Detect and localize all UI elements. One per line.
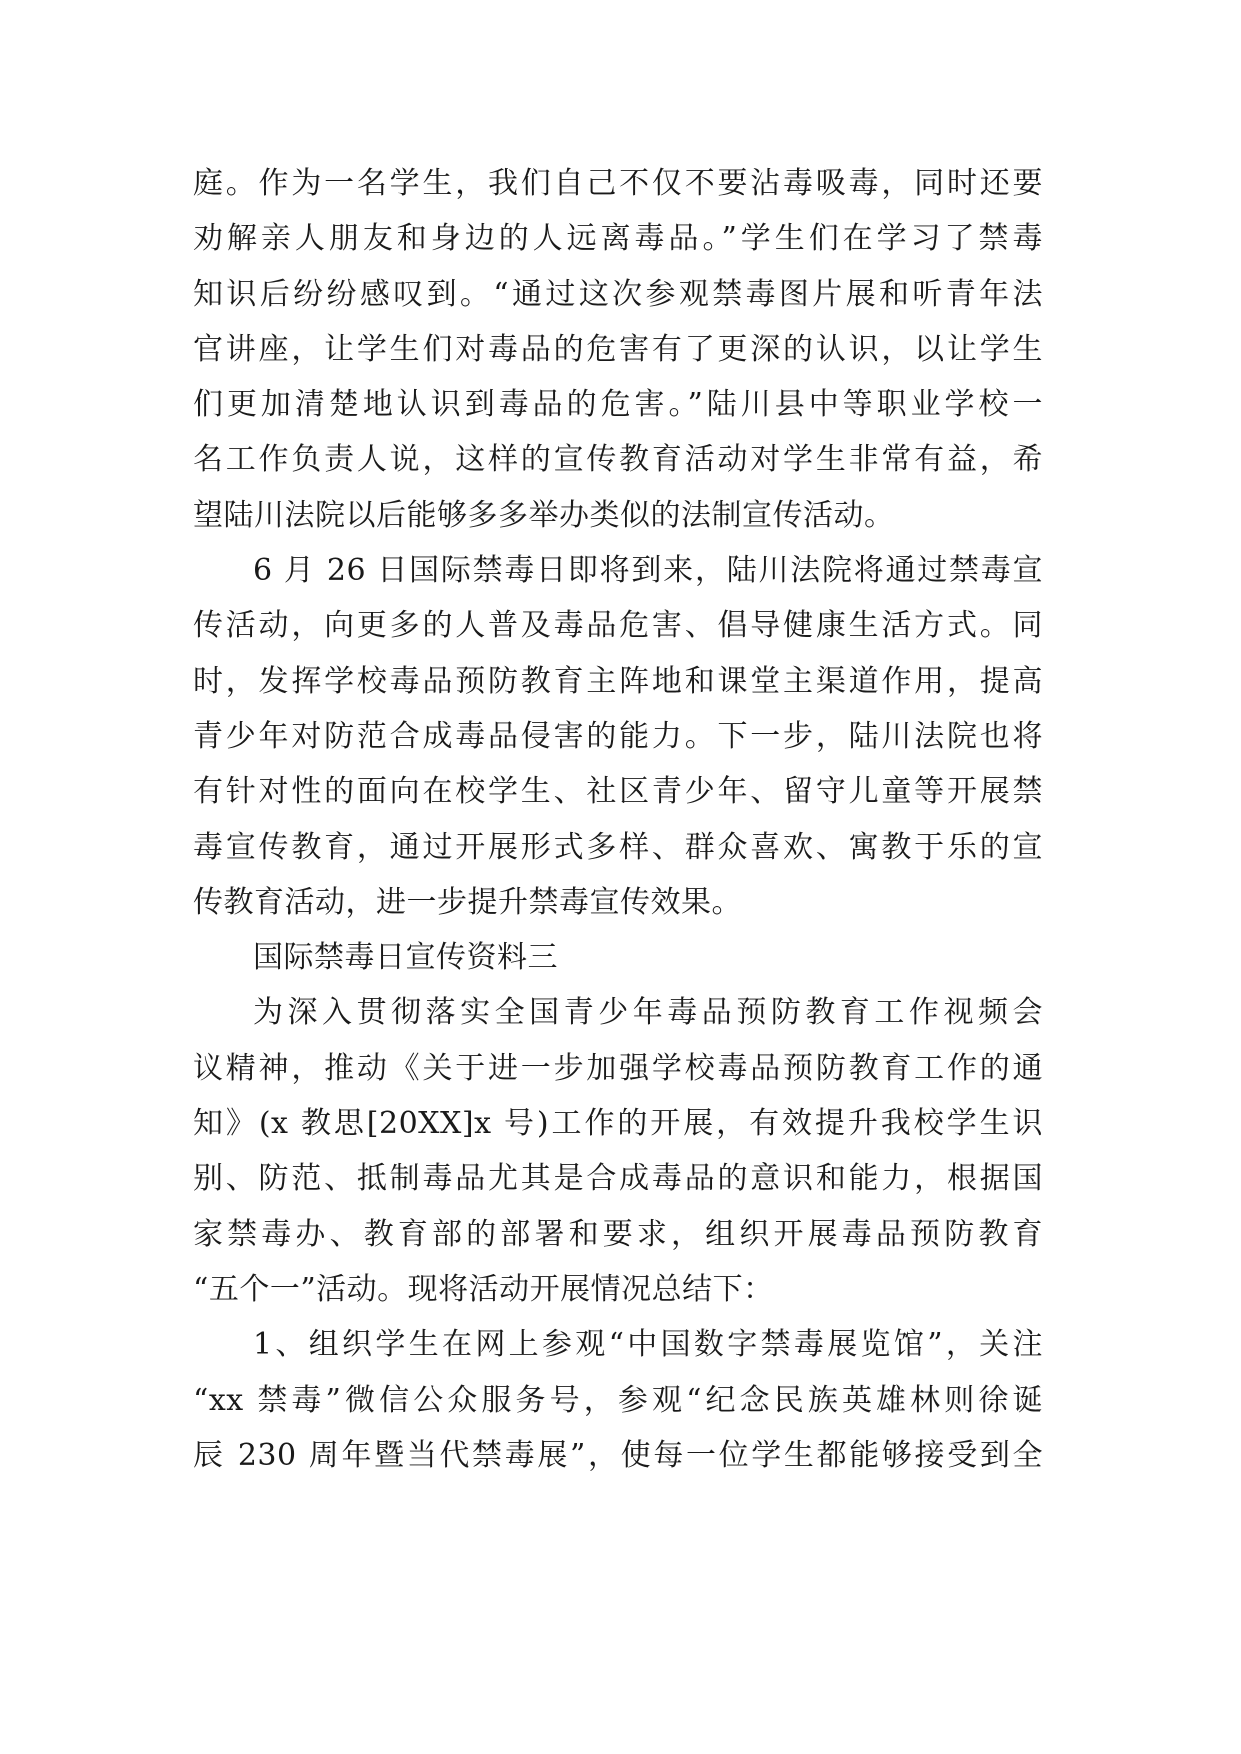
text-line: 时，发挥学校毒品预防教育主阵地和课堂主渠道作用，提高 (193, 663, 1043, 699)
text-line: 知识后纷纷感叹到。“通过这次参观禁毒图片展和听青年法 (193, 276, 1043, 312)
body-text (193, 156, 1043, 1483)
text-line: 们更加清楚地认识到毒品的危害。”陆川县中等职业学校一 (193, 387, 1043, 423)
paragraph-start-line: 1、组织学生在网上参观“中国数字禁毒展览馆”，关注 (253, 1327, 1043, 1363)
text-line: 官讲座，让学生们对毒品的危害有了更深的认识，以让学生 (193, 331, 1043, 367)
text-line: 传教育活动，进一步提升禁毒宣传效果。 (193, 884, 742, 920)
text-line: 议精神，推动《关于进一步加强学校毒品预防教育工作的通 (193, 1050, 1043, 1086)
paragraph-start-line: 为深入贯彻落实全国青少年毒品预防教育工作视频会 (253, 995, 1043, 1031)
text-line: 望陆川法院以后能够多多举办类似的法制宣传活动。 (193, 497, 895, 533)
section-heading: 国际禁毒日宣传资料三 (253, 940, 558, 976)
text-line: 有针对性的面向在校学生、社区青少年、留守儿童等开展禁 (193, 774, 1043, 810)
text-line: 劝解亲人朋友和身边的人远离毒品。”学生们在学习了禁毒 (193, 221, 1043, 257)
text-line: 名工作负责人说，这样的宣传教育活动对学生非常有益，希 (193, 442, 1043, 478)
text-line: 知》(x 教思[20XX]x 号)工作的开展，有效提升我校学生识 (193, 1106, 1043, 1142)
text-line: 别、防范、抵制毒品尤其是合成毒品的意识和能力，根据国 (193, 1161, 1043, 1197)
text-line: 传活动，向更多的人普及毒品危害、倡导健康生活方式。同 (193, 608, 1043, 644)
text-line: 辰 230 周年暨当代禁毒展”，使每一位学生都能够接受到全 (193, 1437, 1043, 1473)
text-line: “xx 禁毒”微信公众服务号，参观“纪念民族英雄林则徐诞 (193, 1382, 1043, 1418)
text-line: “五个一”活动。现将活动开展情况总结下： (193, 1271, 774, 1307)
text-line: 毒宣传教育，通过开展形式多样、群众喜欢、寓教于乐的宣 (193, 829, 1043, 865)
text-line: 庭。作为一名学生，我们自己不仅不要沾毒吸毒，同时还要 (193, 166, 1043, 201)
paragraph-start-line: 6 月 26 日国际禁毒日即将到来，陆川法院将通过禁毒宣 (253, 553, 1043, 589)
text-line: 青少年对防范合成毒品侵害的能力。下一步，陆川法院也将 (193, 718, 1043, 754)
text-line: 家禁毒办、教育部的部署和要求，组织开展毒品预防教育 (193, 1216, 1043, 1252)
